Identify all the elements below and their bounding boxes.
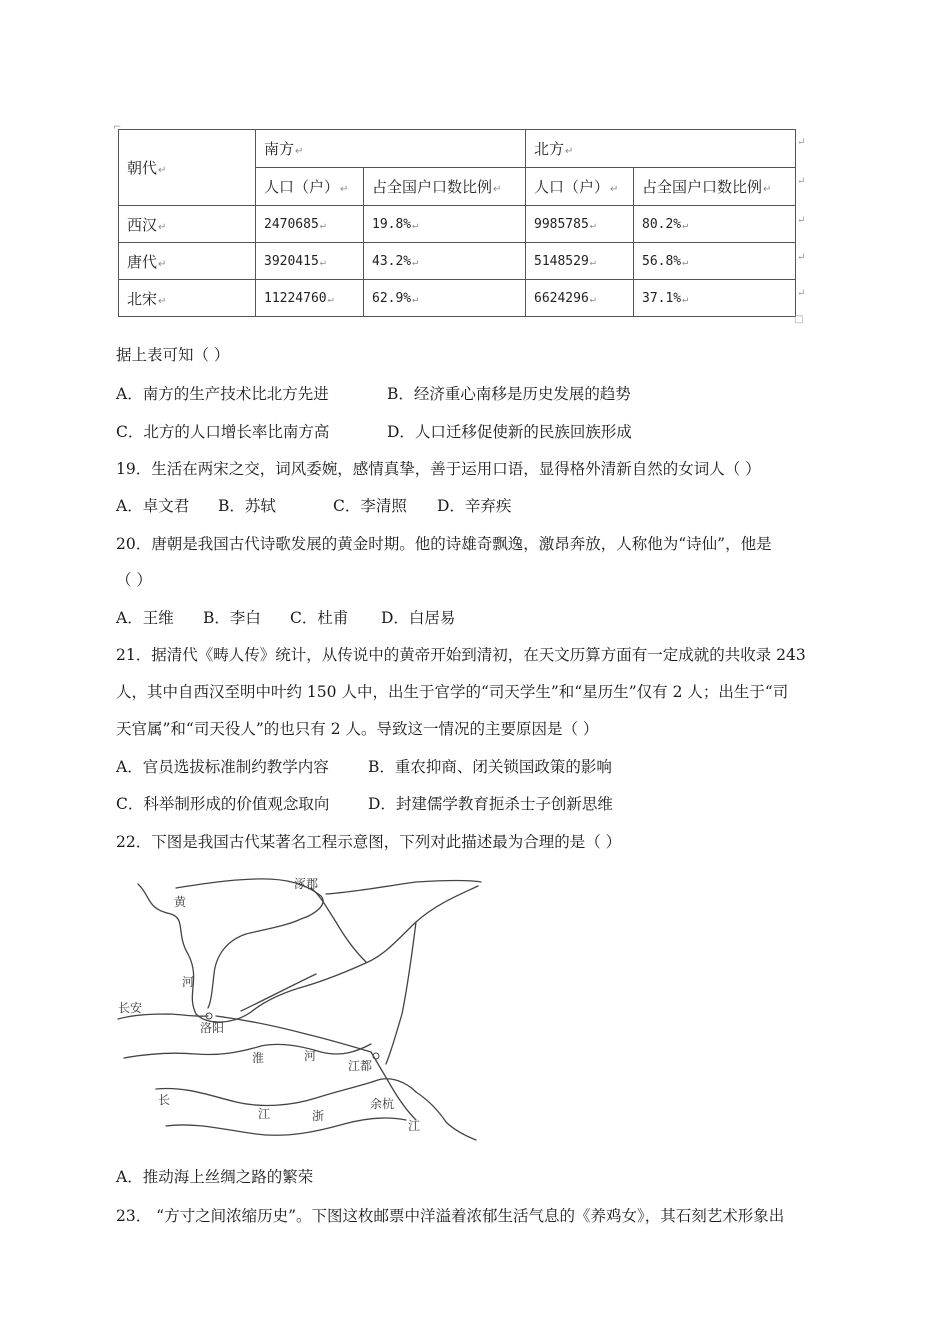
q18-option-b: B．经济重心南移是历史发展的趋势: [387, 385, 631, 403]
map-label-he2: 河: [304, 1049, 317, 1063]
sub-north-pop: 人口（户）↵: [526, 168, 634, 206]
map-label-jiang: 江: [258, 1107, 271, 1121]
cell-north-pop: 9985785↵: [526, 206, 634, 243]
q19-option-a: A．卓文君: [116, 497, 190, 515]
cell-north-ratio: 80.2%↵: [634, 206, 796, 243]
canal-yongji: [241, 974, 316, 1011]
map-label-zhe: 浙: [312, 1109, 325, 1123]
cell-south-ratio: 19.8%↵: [364, 206, 526, 243]
grand-canal-map: [116, 874, 488, 1146]
huai-river: [124, 1044, 371, 1058]
cell-south-ratio: 62.9%↵: [364, 280, 526, 317]
cell-dynasty: 北宋↵: [119, 280, 256, 317]
cell-south-pop: 3920415↵: [256, 243, 364, 280]
map-label-zhuojun: 涿郡: [294, 877, 319, 891]
canal-north: [311, 888, 366, 962]
q18-option-d: D．人口迁移促使新的民族回族形成: [387, 423, 632, 441]
map-label-yuhang: 余杭: [370, 1097, 395, 1111]
coastline-north: [326, 881, 481, 895]
canal-tongji: [216, 1016, 371, 1052]
q21-option-d: D．封建儒学教育扼杀士子创新思维: [368, 795, 613, 813]
row-end-mark: ↵: [797, 252, 806, 263]
row-end-mark: ↵: [797, 215, 806, 226]
q20-option-c: C．杜甫: [290, 609, 349, 627]
table-row: [119, 243, 796, 280]
q18-option-c: C．北方的人口增长率比南方高: [116, 423, 330, 441]
cell-north-ratio: 56.8%↵: [634, 243, 796, 280]
q19-stem: 19．生活在两宋之交，词风委婉，感情真挚，善于运用口语，显得格外清新自然的女词人（ ）: [116, 460, 761, 478]
cell-dynasty: 西汉↵: [119, 206, 256, 243]
population-table: [118, 129, 796, 317]
header-south: 南方↵: [256, 130, 526, 168]
q23-stem: 23． “方寸之间浓缩历史”。下图这枚邮票中洋溢着浓郁生活气息的《养鸡女》，其石刻艺术形象出: [116, 1207, 785, 1225]
q21-option-b: B．重农抑商、闭关锁国政策的影响: [368, 758, 612, 776]
table-row: [119, 280, 796, 317]
map-label-luoyang: 洛阳: [200, 1021, 225, 1035]
coastline-east: [386, 922, 416, 1064]
cell-south-ratio: 43.2%↵: [364, 243, 526, 280]
cell-dynasty: 唐代↵: [119, 243, 256, 280]
cell-south-pop: 2470685↵: [256, 206, 364, 243]
cell-north-pop: 5148529↵: [526, 243, 634, 280]
yangtze-south-bank: [166, 1118, 406, 1135]
row-end-mark: ↵: [797, 176, 806, 187]
cell-south-pop: 11224760↵: [256, 280, 364, 317]
table-resize-handle[interactable]: □: [794, 314, 804, 325]
table-row: [119, 206, 796, 243]
header-north: 北方↵: [526, 130, 796, 168]
sub-south-pop: 人口（户）↵: [256, 168, 364, 206]
q18-stem: 据上表可知（ ）: [116, 346, 230, 364]
q18-option-a: A．南方的生产技术比北方先进: [116, 385, 329, 403]
sub-north-ratio: 占全国户口数比例↵: [634, 168, 796, 206]
map-label-jiangdu: 江都: [348, 1059, 373, 1073]
map-label-jiang2: 江: [408, 1119, 421, 1133]
q19-option-d: D．辛弃疾: [437, 497, 512, 515]
q19-option-b: B．苏轼: [218, 497, 276, 515]
cell-north-pop: 6624296↵: [526, 280, 634, 317]
yellow-river-inner: [176, 879, 323, 1008]
map-label-chang: 长: [158, 1093, 171, 1107]
header-dynasty: 朝代↵: [119, 130, 256, 206]
map-label-huai: 淮: [252, 1051, 265, 1065]
q21-option-a: A．官员选拔标准制约教学内容: [116, 758, 329, 776]
q21-stem-line3: 天官属”和“司天役人”的也只有 2 人。导致这一情况的主要原因是（ ）: [116, 720, 599, 738]
q20-option-d: D．白居易: [381, 609, 456, 627]
coastline-bay: [416, 886, 478, 922]
q20-stem-line2: （ ）: [116, 571, 152, 589]
estuary: [416, 1092, 476, 1140]
map-label-changan: 长安: [118, 1001, 143, 1015]
q19-option-c: C．李清照: [333, 497, 407, 515]
row-end-mark: ↵: [797, 288, 806, 299]
cell-north-ratio: 37.1%↵: [634, 280, 796, 317]
q21-stem-line2: 人，其中自西汉至明中叶约 150 人中，出生于官学的“司天学生”和“星历生”仅有 2 人；出生于“司: [116, 683, 789, 701]
q22-option-a: A．推动海上丝绸之路的繁荣: [116, 1168, 314, 1186]
q20-option-b: B．李白: [203, 609, 261, 627]
table-anchor-mark: ⌐: [113, 122, 122, 133]
q21-option-c: C．科举制形成的价值观念取向: [116, 795, 330, 813]
map-label-huang: 黄: [174, 895, 187, 909]
q22-stem: 22．下图是我国古代某著名工程示意图，下列对此描述最为合理的是（ ）: [116, 833, 622, 851]
q20-option-a: A．王维: [116, 609, 174, 627]
sub-south-ratio: 占全国户口数比例↵: [364, 168, 526, 206]
q20-stem-line1: 20．唐朝是我国古代诗歌发展的黄金时期。他的诗雄奇飘逸，激昂奔放，人称他为“诗仙”，他是: [116, 535, 772, 553]
map-label-he: 河: [182, 975, 195, 989]
row-end-mark: ↵: [797, 137, 806, 148]
q21-stem-line1: 21．据清代《畴人传》统计，从传说中的黄帝开始到清初，在天文历算方面有一定成就的共收录 243: [116, 646, 806, 664]
